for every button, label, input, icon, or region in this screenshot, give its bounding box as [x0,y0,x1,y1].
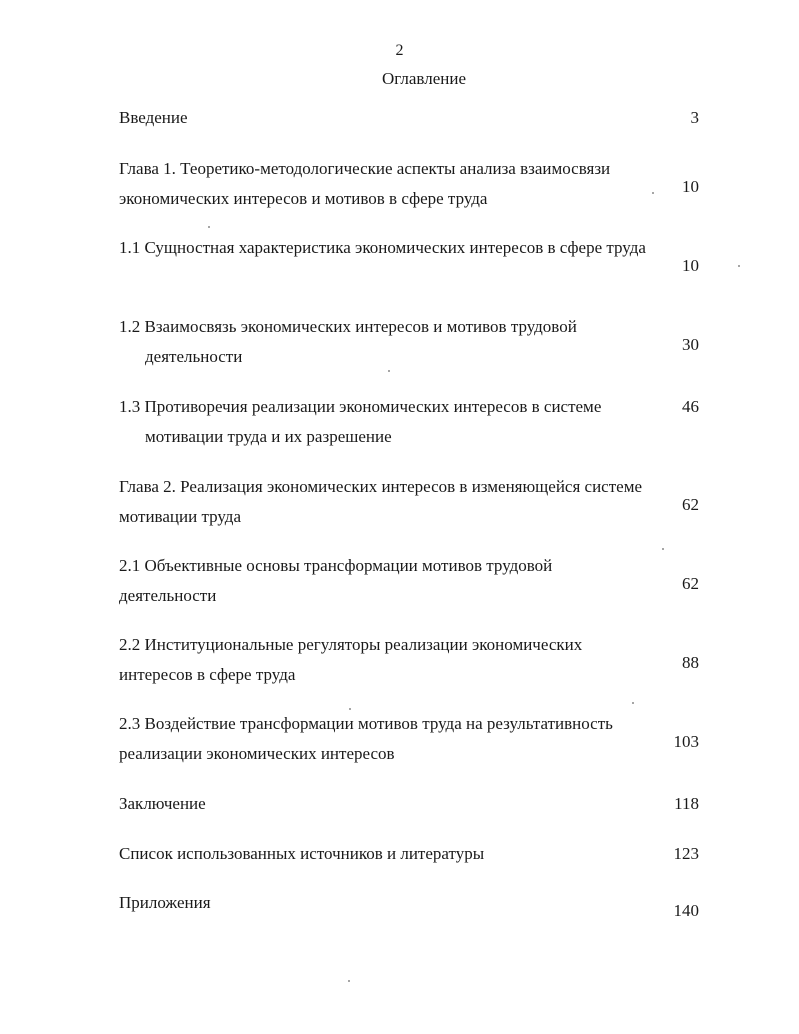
scan-speck [388,370,390,372]
page-number: 2 [395,42,404,59]
toc-entry-title: Глава 1. Теоретико-методологические аспекты анализа взаимосвязи экономических интересов и мотивов в сфере труда [119,159,611,208]
scan-speck [349,708,351,710]
toc-entry-bibliography[interactable] [119,839,699,869]
toc-entry-title: 1.3 Противоречия реализации экономических интересов в системе мотивации труда и их разрешение [119,397,602,446]
toc-entry-conclusion[interactable] [119,789,699,819]
toc-entry-appendices[interactable] [119,888,699,918]
toc-entry-title: Список использованных источников и литературы [119,844,485,863]
toc-entry-page: 62 [682,495,699,514]
toc-entry-page: 10 [682,256,699,275]
toc-entry-section-1-3[interactable] [119,392,699,452]
toc-entry-title: Введение [119,108,188,127]
toc-entry-page: 140 [673,901,699,920]
toc-entry-page: 118 [674,794,699,813]
toc-entry-introduction[interactable] [119,103,699,133]
toc-entry-page: 10 [682,177,699,196]
toc-entry-page: 123 [673,844,699,863]
toc-entry-page: 46 [682,397,699,416]
toc-entry-section-2-3[interactable] [119,709,699,769]
scan-speck [652,192,654,194]
scan-speck [208,226,210,228]
toc-entry-page: 62 [682,574,699,593]
toc-entry-page: 103 [673,732,699,751]
toc-entry-page: 88 [682,653,699,672]
toc-entry-section-2-1[interactable] [119,551,699,611]
toc-entry-title: Приложения [119,893,211,912]
toc-entry-chapter-2[interactable] [119,472,699,532]
scan-speck [632,702,634,704]
toc-entry-title: 1.1 Сущностная характеристика экономических интересов в сфере труда [119,238,646,257]
toc-entry-title: 2.3 Воздействие трансформации мотивов труда на результативность реализации экономических интересов [119,714,613,763]
toc-heading: Оглавление [382,69,466,88]
scan-speck [662,548,664,550]
toc-entry-title: Заключение [119,794,206,813]
scan-speck [348,980,350,982]
toc-entry-section-2-2[interactable] [119,630,699,690]
toc-entry-title: 1.2 Взаимосвязь экономических интересов и мотивов трудовой деятельности [119,317,577,366]
toc-entry-title: Глава 2. Реализация экономических интересов в изменяющейся системе мотивации труда [119,477,642,526]
scan-speck [738,265,740,267]
toc-entry-section-1-1[interactable] [119,233,699,275]
toc-entry-title: 2.2 Институциональные регуляторы реализации экономических интересов в сфере труда [119,635,583,684]
toc-entry-chapter-1[interactable] [119,154,699,214]
toc-entry-page: 3 [690,108,699,127]
toc-entry-title: 2.1 Объективные основы трансформации мотивов трудовой деятельности [119,556,553,605]
toc-entry-page: 30 [682,335,699,354]
toc-entry-section-1-2[interactable] [119,312,699,372]
